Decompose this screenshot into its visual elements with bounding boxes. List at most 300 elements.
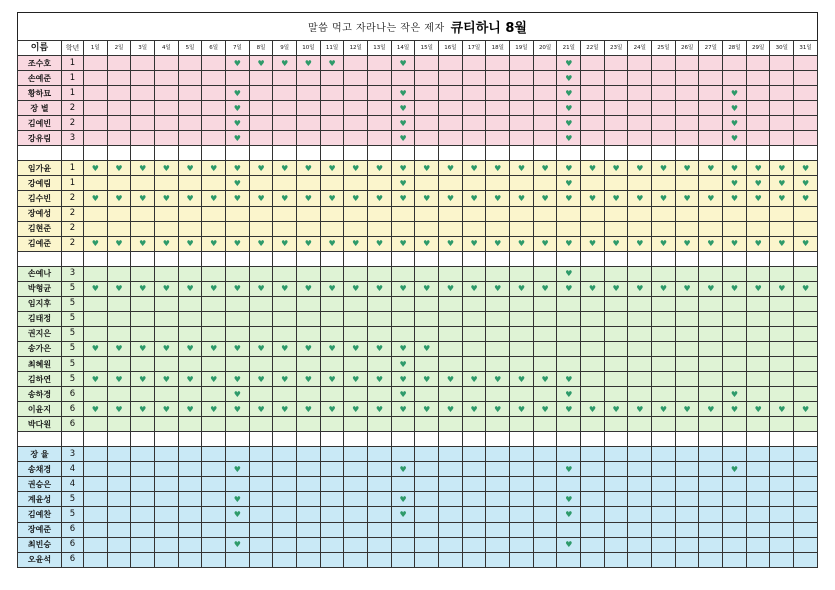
day-cell[interactable] xyxy=(107,296,131,311)
day-cell[interactable] xyxy=(723,221,747,236)
day-cell[interactable] xyxy=(84,326,108,341)
day-cell[interactable] xyxy=(84,86,108,101)
heart-icon[interactable]: ♥ xyxy=(273,402,297,417)
day-cell[interactable] xyxy=(581,462,605,477)
heart-icon[interactable]: ♥ xyxy=(226,507,250,522)
day-cell[interactable] xyxy=(344,71,368,86)
day-cell[interactable] xyxy=(652,537,676,552)
day-cell[interactable] xyxy=(699,296,723,311)
day-cell[interactable] xyxy=(344,101,368,116)
heart-icon[interactable]: ♥ xyxy=(439,161,463,176)
day-cell[interactable] xyxy=(652,71,676,86)
day-cell[interactable] xyxy=(652,417,676,432)
day-cell[interactable] xyxy=(107,417,131,432)
day-cell[interactable] xyxy=(249,101,273,116)
day-cell[interactable] xyxy=(155,492,179,507)
heart-icon[interactable]: ♥ xyxy=(723,116,747,131)
day-cell[interactable] xyxy=(368,116,392,131)
day-cell[interactable] xyxy=(226,356,250,371)
day-cell[interactable] xyxy=(699,387,723,402)
day-cell[interactable] xyxy=(770,101,794,116)
day-cell[interactable] xyxy=(131,537,155,552)
day-cell[interactable] xyxy=(391,447,415,462)
day-cell[interactable] xyxy=(604,522,628,537)
heart-icon[interactable]: ♥ xyxy=(107,281,131,296)
day-cell[interactable] xyxy=(391,311,415,326)
day-cell[interactable] xyxy=(107,537,131,552)
heart-icon[interactable]: ♥ xyxy=(652,236,676,251)
heart-icon[interactable]: ♥ xyxy=(794,176,818,191)
day-cell[interactable] xyxy=(273,492,297,507)
heart-icon[interactable]: ♥ xyxy=(226,281,250,296)
day-cell[interactable] xyxy=(155,101,179,116)
day-cell[interactable] xyxy=(675,477,699,492)
heart-icon[interactable]: ♥ xyxy=(604,161,628,176)
day-cell[interactable] xyxy=(510,552,534,567)
day-cell[interactable] xyxy=(604,266,628,281)
heart-icon[interactable]: ♥ xyxy=(486,281,510,296)
day-cell[interactable] xyxy=(462,86,486,101)
day-cell[interactable] xyxy=(510,477,534,492)
day-cell[interactable] xyxy=(320,387,344,402)
heart-icon[interactable]: ♥ xyxy=(462,236,486,251)
day-cell[interactable] xyxy=(746,221,770,236)
day-cell[interactable] xyxy=(723,206,747,221)
heart-icon[interactable]: ♥ xyxy=(178,236,202,251)
day-cell[interactable] xyxy=(368,131,392,146)
day-cell[interactable] xyxy=(131,131,155,146)
day-cell[interactable] xyxy=(344,266,368,281)
day-cell[interactable] xyxy=(368,101,392,116)
heart-icon[interactable]: ♥ xyxy=(675,236,699,251)
day-cell[interactable] xyxy=(557,477,581,492)
heart-icon[interactable]: ♥ xyxy=(131,191,155,206)
day-cell[interactable] xyxy=(131,462,155,477)
heart-icon[interactable]: ♥ xyxy=(557,116,581,131)
heart-icon[interactable]: ♥ xyxy=(557,236,581,251)
day-cell[interactable] xyxy=(155,537,179,552)
day-cell[interactable] xyxy=(439,311,463,326)
heart-icon[interactable]: ♥ xyxy=(202,341,226,356)
day-cell[interactable] xyxy=(746,552,770,567)
day-cell[interactable] xyxy=(510,176,534,191)
day-cell[interactable] xyxy=(652,507,676,522)
day-cell[interactable] xyxy=(533,356,557,371)
heart-icon[interactable]: ♥ xyxy=(391,387,415,402)
heart-icon[interactable]: ♥ xyxy=(794,161,818,176)
heart-icon[interactable]: ♥ xyxy=(723,101,747,116)
day-cell[interactable] xyxy=(723,522,747,537)
day-cell[interactable] xyxy=(675,296,699,311)
day-cell[interactable] xyxy=(249,296,273,311)
day-cell[interactable] xyxy=(107,221,131,236)
day-cell[interactable] xyxy=(320,86,344,101)
day-cell[interactable] xyxy=(155,552,179,567)
day-cell[interactable] xyxy=(439,206,463,221)
day-cell[interactable] xyxy=(557,206,581,221)
heart-icon[interactable]: ♥ xyxy=(770,402,794,417)
day-cell[interactable] xyxy=(486,356,510,371)
day-cell[interactable] xyxy=(344,86,368,101)
heart-icon[interactable]: ♥ xyxy=(155,341,179,356)
day-cell[interactable] xyxy=(202,101,226,116)
day-cell[interactable] xyxy=(84,522,108,537)
day-cell[interactable] xyxy=(486,462,510,477)
heart-icon[interactable]: ♥ xyxy=(226,86,250,101)
day-cell[interactable] xyxy=(533,296,557,311)
heart-icon[interactable]: ♥ xyxy=(202,161,226,176)
heart-icon[interactable]: ♥ xyxy=(131,236,155,251)
day-cell[interactable] xyxy=(249,492,273,507)
day-cell[interactable] xyxy=(297,552,321,567)
day-cell[interactable] xyxy=(652,266,676,281)
day-cell[interactable] xyxy=(273,71,297,86)
heart-icon[interactable]: ♥ xyxy=(675,402,699,417)
day-cell[interactable] xyxy=(439,56,463,71)
day-cell[interactable] xyxy=(178,522,202,537)
heart-icon[interactable]: ♥ xyxy=(226,387,250,402)
day-cell[interactable] xyxy=(84,56,108,71)
day-cell[interactable] xyxy=(628,131,652,146)
day-cell[interactable] xyxy=(297,296,321,311)
heart-icon[interactable]: ♥ xyxy=(273,161,297,176)
day-cell[interactable] xyxy=(226,221,250,236)
day-cell[interactable] xyxy=(84,116,108,131)
day-cell[interactable] xyxy=(344,326,368,341)
day-cell[interactable] xyxy=(794,356,818,371)
day-cell[interactable] xyxy=(368,296,392,311)
heart-icon[interactable]: ♥ xyxy=(746,236,770,251)
day-cell[interactable] xyxy=(533,86,557,101)
day-cell[interactable] xyxy=(746,71,770,86)
heart-icon[interactable]: ♥ xyxy=(320,281,344,296)
day-cell[interactable] xyxy=(107,507,131,522)
day-cell[interactable] xyxy=(84,387,108,402)
day-cell[interactable] xyxy=(226,206,250,221)
heart-icon[interactable]: ♥ xyxy=(557,86,581,101)
day-cell[interactable] xyxy=(794,341,818,356)
day-cell[interactable] xyxy=(723,552,747,567)
heart-icon[interactable]: ♥ xyxy=(226,537,250,552)
day-cell[interactable] xyxy=(462,341,486,356)
day-cell[interactable] xyxy=(628,372,652,387)
day-cell[interactable] xyxy=(391,266,415,281)
day-cell[interactable] xyxy=(581,477,605,492)
day-cell[interactable] xyxy=(746,131,770,146)
heart-icon[interactable]: ♥ xyxy=(178,341,202,356)
day-cell[interactable] xyxy=(462,507,486,522)
day-cell[interactable] xyxy=(297,266,321,281)
day-cell[interactable] xyxy=(415,101,439,116)
day-cell[interactable] xyxy=(652,326,676,341)
day-cell[interactable] xyxy=(368,71,392,86)
heart-icon[interactable]: ♥ xyxy=(557,71,581,86)
heart-icon[interactable]: ♥ xyxy=(581,161,605,176)
day-cell[interactable] xyxy=(510,71,534,86)
day-cell[interactable] xyxy=(178,116,202,131)
heart-icon[interactable]: ♥ xyxy=(439,281,463,296)
day-cell[interactable] xyxy=(794,552,818,567)
day-cell[interactable] xyxy=(439,356,463,371)
day-cell[interactable] xyxy=(462,56,486,71)
day-cell[interactable] xyxy=(320,71,344,86)
day-cell[interactable] xyxy=(699,492,723,507)
day-cell[interactable] xyxy=(533,101,557,116)
day-cell[interactable] xyxy=(462,101,486,116)
day-cell[interactable] xyxy=(202,176,226,191)
day-cell[interactable] xyxy=(84,477,108,492)
day-cell[interactable] xyxy=(723,326,747,341)
day-cell[interactable] xyxy=(581,86,605,101)
day-cell[interactable] xyxy=(533,477,557,492)
day-cell[interactable] xyxy=(770,296,794,311)
day-cell[interactable] xyxy=(462,71,486,86)
heart-icon[interactable]: ♥ xyxy=(249,236,273,251)
day-cell[interactable] xyxy=(510,326,534,341)
day-cell[interactable] xyxy=(486,447,510,462)
day-cell[interactable] xyxy=(249,552,273,567)
day-cell[interactable] xyxy=(462,116,486,131)
day-cell[interactable] xyxy=(770,447,794,462)
day-cell[interactable] xyxy=(107,462,131,477)
day-cell[interactable] xyxy=(486,492,510,507)
heart-icon[interactable]: ♥ xyxy=(84,372,108,387)
heart-icon[interactable]: ♥ xyxy=(155,402,179,417)
day-cell[interactable] xyxy=(297,522,321,537)
heart-icon[interactable]: ♥ xyxy=(320,372,344,387)
day-cell[interactable] xyxy=(226,266,250,281)
day-cell[interactable] xyxy=(178,101,202,116)
day-cell[interactable] xyxy=(368,552,392,567)
day-cell[interactable] xyxy=(675,522,699,537)
day-cell[interactable] xyxy=(794,372,818,387)
heart-icon[interactable]: ♥ xyxy=(391,176,415,191)
day-cell[interactable] xyxy=(155,507,179,522)
day-cell[interactable] xyxy=(581,537,605,552)
day-cell[interactable] xyxy=(439,462,463,477)
heart-icon[interactable]: ♥ xyxy=(557,492,581,507)
day-cell[interactable] xyxy=(604,116,628,131)
day-cell[interactable] xyxy=(486,417,510,432)
heart-icon[interactable]: ♥ xyxy=(297,161,321,176)
day-cell[interactable] xyxy=(320,356,344,371)
heart-icon[interactable]: ♥ xyxy=(368,191,392,206)
day-cell[interactable] xyxy=(794,326,818,341)
day-cell[interactable] xyxy=(155,116,179,131)
day-cell[interactable] xyxy=(462,356,486,371)
heart-icon[interactable]: ♥ xyxy=(652,281,676,296)
day-cell[interactable] xyxy=(297,387,321,402)
day-cell[interactable] xyxy=(320,296,344,311)
day-cell[interactable] xyxy=(320,101,344,116)
heart-icon[interactable]: ♥ xyxy=(226,131,250,146)
day-cell[interactable] xyxy=(675,221,699,236)
day-cell[interactable] xyxy=(628,537,652,552)
day-cell[interactable] xyxy=(249,462,273,477)
day-cell[interactable] xyxy=(297,447,321,462)
heart-icon[interactable]: ♥ xyxy=(770,281,794,296)
day-cell[interactable] xyxy=(249,131,273,146)
day-cell[interactable] xyxy=(178,206,202,221)
day-cell[interactable] xyxy=(510,417,534,432)
day-cell[interactable] xyxy=(794,56,818,71)
day-cell[interactable] xyxy=(770,116,794,131)
day-cell[interactable] xyxy=(746,206,770,221)
day-cell[interactable] xyxy=(486,266,510,281)
day-cell[interactable] xyxy=(202,221,226,236)
day-cell[interactable] xyxy=(202,447,226,462)
day-cell[interactable] xyxy=(249,507,273,522)
day-cell[interactable] xyxy=(368,56,392,71)
heart-icon[interactable]: ♥ xyxy=(84,281,108,296)
heart-icon[interactable]: ♥ xyxy=(628,402,652,417)
heart-icon[interactable]: ♥ xyxy=(557,281,581,296)
day-cell[interactable] xyxy=(628,387,652,402)
day-cell[interactable] xyxy=(533,387,557,402)
day-cell[interactable] xyxy=(273,387,297,402)
day-cell[interactable] xyxy=(652,492,676,507)
day-cell[interactable] xyxy=(628,552,652,567)
day-cell[interactable] xyxy=(699,116,723,131)
day-cell[interactable] xyxy=(344,56,368,71)
day-cell[interactable] xyxy=(723,356,747,371)
heart-icon[interactable]: ♥ xyxy=(510,236,534,251)
day-cell[interactable] xyxy=(675,116,699,131)
day-cell[interactable] xyxy=(368,417,392,432)
day-cell[interactable] xyxy=(439,101,463,116)
day-cell[interactable] xyxy=(439,417,463,432)
day-cell[interactable] xyxy=(794,101,818,116)
day-cell[interactable] xyxy=(84,447,108,462)
heart-icon[interactable]: ♥ xyxy=(604,402,628,417)
day-cell[interactable] xyxy=(320,326,344,341)
heart-icon[interactable]: ♥ xyxy=(415,281,439,296)
heart-icon[interactable]: ♥ xyxy=(202,191,226,206)
heart-icon[interactable]: ♥ xyxy=(462,372,486,387)
day-cell[interactable] xyxy=(652,116,676,131)
day-cell[interactable] xyxy=(557,221,581,236)
day-cell[interactable] xyxy=(344,116,368,131)
heart-icon[interactable]: ♥ xyxy=(723,402,747,417)
day-cell[interactable] xyxy=(439,537,463,552)
day-cell[interactable] xyxy=(344,296,368,311)
day-cell[interactable] xyxy=(675,86,699,101)
day-cell[interactable] xyxy=(652,447,676,462)
day-cell[interactable] xyxy=(368,387,392,402)
day-cell[interactable] xyxy=(320,311,344,326)
day-cell[interactable] xyxy=(794,86,818,101)
day-cell[interactable] xyxy=(202,417,226,432)
day-cell[interactable] xyxy=(628,507,652,522)
day-cell[interactable] xyxy=(652,387,676,402)
day-cell[interactable] xyxy=(344,462,368,477)
day-cell[interactable] xyxy=(368,86,392,101)
day-cell[interactable] xyxy=(344,507,368,522)
day-cell[interactable] xyxy=(273,221,297,236)
day-cell[interactable] xyxy=(723,311,747,326)
heart-icon[interactable]: ♥ xyxy=(226,101,250,116)
day-cell[interactable] xyxy=(368,326,392,341)
day-cell[interactable] xyxy=(628,477,652,492)
day-cell[interactable] xyxy=(746,356,770,371)
day-cell[interactable] xyxy=(415,86,439,101)
heart-icon[interactable]: ♥ xyxy=(794,191,818,206)
day-cell[interactable] xyxy=(794,477,818,492)
heart-icon[interactable]: ♥ xyxy=(557,462,581,477)
day-cell[interactable] xyxy=(533,552,557,567)
day-cell[interactable] xyxy=(439,266,463,281)
heart-icon[interactable]: ♥ xyxy=(628,191,652,206)
day-cell[interactable] xyxy=(155,131,179,146)
day-cell[interactable] xyxy=(273,537,297,552)
heart-icon[interactable]: ♥ xyxy=(533,402,557,417)
heart-icon[interactable]: ♥ xyxy=(178,372,202,387)
day-cell[interactable] xyxy=(368,356,392,371)
day-cell[interactable] xyxy=(84,266,108,281)
day-cell[interactable] xyxy=(462,477,486,492)
day-cell[interactable] xyxy=(273,116,297,131)
day-cell[interactable] xyxy=(486,537,510,552)
heart-icon[interactable]: ♥ xyxy=(273,191,297,206)
heart-icon[interactable]: ♥ xyxy=(391,161,415,176)
day-cell[interactable] xyxy=(249,537,273,552)
day-cell[interactable] xyxy=(202,462,226,477)
day-cell[interactable] xyxy=(320,221,344,236)
heart-icon[interactable]: ♥ xyxy=(368,341,392,356)
day-cell[interactable] xyxy=(533,71,557,86)
heart-icon[interactable]: ♥ xyxy=(510,402,534,417)
day-cell[interactable] xyxy=(699,356,723,371)
heart-icon[interactable]: ♥ xyxy=(368,281,392,296)
day-cell[interactable] xyxy=(699,552,723,567)
day-cell[interactable] xyxy=(533,462,557,477)
day-cell[interactable] xyxy=(604,131,628,146)
day-cell[interactable] xyxy=(131,507,155,522)
day-cell[interactable] xyxy=(794,116,818,131)
day-cell[interactable] xyxy=(652,176,676,191)
day-cell[interactable] xyxy=(107,492,131,507)
day-cell[interactable] xyxy=(107,326,131,341)
heart-icon[interactable]: ♥ xyxy=(675,281,699,296)
day-cell[interactable] xyxy=(368,176,392,191)
day-cell[interactable] xyxy=(604,101,628,116)
day-cell[interactable] xyxy=(794,537,818,552)
day-cell[interactable] xyxy=(675,372,699,387)
day-cell[interactable] xyxy=(131,417,155,432)
heart-icon[interactable]: ♥ xyxy=(273,281,297,296)
day-cell[interactable] xyxy=(486,101,510,116)
day-cell[interactable] xyxy=(770,417,794,432)
day-cell[interactable] xyxy=(581,492,605,507)
heart-icon[interactable]: ♥ xyxy=(557,507,581,522)
day-cell[interactable] xyxy=(770,326,794,341)
day-cell[interactable] xyxy=(652,56,676,71)
day-cell[interactable] xyxy=(415,116,439,131)
day-cell[interactable] xyxy=(675,311,699,326)
heart-icon[interactable]: ♥ xyxy=(510,281,534,296)
day-cell[interactable] xyxy=(510,266,534,281)
day-cell[interactable] xyxy=(107,71,131,86)
day-cell[interactable] xyxy=(604,462,628,477)
day-cell[interactable] xyxy=(273,417,297,432)
day-cell[interactable] xyxy=(320,447,344,462)
heart-icon[interactable]: ♥ xyxy=(723,131,747,146)
day-cell[interactable] xyxy=(439,86,463,101)
day-cell[interactable] xyxy=(178,462,202,477)
heart-icon[interactable]: ♥ xyxy=(391,372,415,387)
day-cell[interactable] xyxy=(249,71,273,86)
day-cell[interactable] xyxy=(415,492,439,507)
